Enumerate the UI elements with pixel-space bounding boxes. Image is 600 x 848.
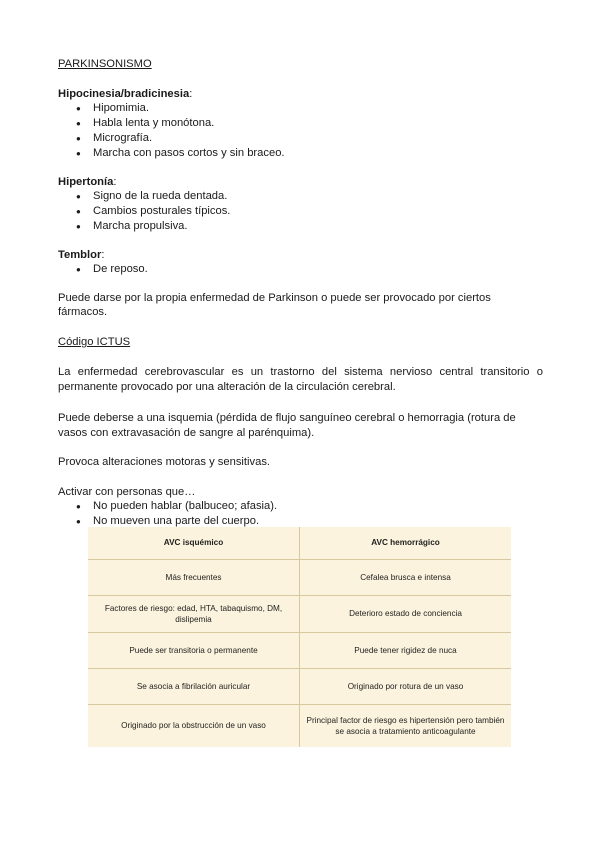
header-avc-isquemico: AVC isquémico xyxy=(88,527,300,559)
list-item: ● Hipomimia. xyxy=(93,101,543,116)
hipocinesia-heading: Hipocinesia/bradicinesia: xyxy=(58,88,193,100)
table-cell: Principal factor de riesgo es hipertensión pero también se asocia a tratamiento anticoagulante xyxy=(300,704,512,747)
parkinson-note: Puede darse por la propia enfermedad de Parkinson o puede ser provocado por ciertos fármacos. xyxy=(58,292,491,318)
hipertonia-heading: Hipertonía: xyxy=(58,176,117,188)
table-cell: Puede tener rigidez de nuca xyxy=(300,632,512,668)
temblor-list xyxy=(58,262,543,277)
table-cell: Se asocia a fibrilación auricular xyxy=(88,668,300,704)
ictus-paragraph-2: Puede deberse a una isquemia (pérdida de flujo sanguíneo cerebral o hemorragia (rotura de vasos con extravasación de sangre al parénquima). xyxy=(58,412,516,439)
table-cell: Factores de riesgo: edad, HTA, tabaquismo, DM, dislipemia xyxy=(88,595,300,632)
page-title: PARKINSONISMO xyxy=(58,58,152,70)
table-row xyxy=(88,595,511,632)
list-item: ● Micrografía. xyxy=(93,131,543,146)
document-page xyxy=(58,57,543,529)
table-cell: Puede ser transitoria o permanente xyxy=(88,632,300,668)
activar-list xyxy=(58,499,543,529)
table-row xyxy=(88,668,511,704)
list-item: ● Habla lenta y monótona. xyxy=(93,116,543,131)
table-cell: Cefalea brusca e intensa xyxy=(300,559,512,595)
table-cell: Más frecuentes xyxy=(88,559,300,595)
table-header-row xyxy=(88,527,511,559)
ictus-paragraph-3: Provoca alteraciones motoras y sensitivas. xyxy=(58,456,271,468)
list-item: ● No mueven una parte del cuerpo. xyxy=(93,514,543,529)
table-cell: Originado por rotura de un vaso xyxy=(300,668,512,704)
list-item: ● Signo de la rueda dentada. xyxy=(93,189,543,204)
table-row xyxy=(88,632,511,668)
ictus-paragraph-1: La enfermedad cerebrovascular es un trastorno del sistema nervioso central transitorio o permanente provocado por una alteración de la circulación cerebral. xyxy=(58,366,543,393)
hipocinesia-list xyxy=(58,101,543,161)
avc-comparison-table xyxy=(88,527,511,747)
hipertonia-list xyxy=(58,189,543,234)
ictus-title: Código ICTUS xyxy=(58,336,131,348)
list-item: ● Marcha con pasos cortos y sin braceo. xyxy=(93,146,543,161)
temblor-heading: Temblor: xyxy=(58,249,105,261)
table-row xyxy=(88,559,511,595)
table-cell: Originado por la obstrucción de un vaso xyxy=(88,704,300,747)
table-cell: Deterioro estado de conciencia xyxy=(300,595,512,632)
list-item: ● Cambios posturales típicos. xyxy=(93,204,543,219)
list-item: ● De reposo. xyxy=(93,262,543,277)
table-row xyxy=(88,704,511,747)
header-avc-hemorragico: AVC hemorrágico xyxy=(300,527,512,559)
list-item: ● No pueden hablar (balbuceo; afasia). xyxy=(93,499,543,514)
activar-heading: Activar con personas que… xyxy=(58,486,196,498)
list-item: ● Marcha propulsiva. xyxy=(93,219,543,234)
